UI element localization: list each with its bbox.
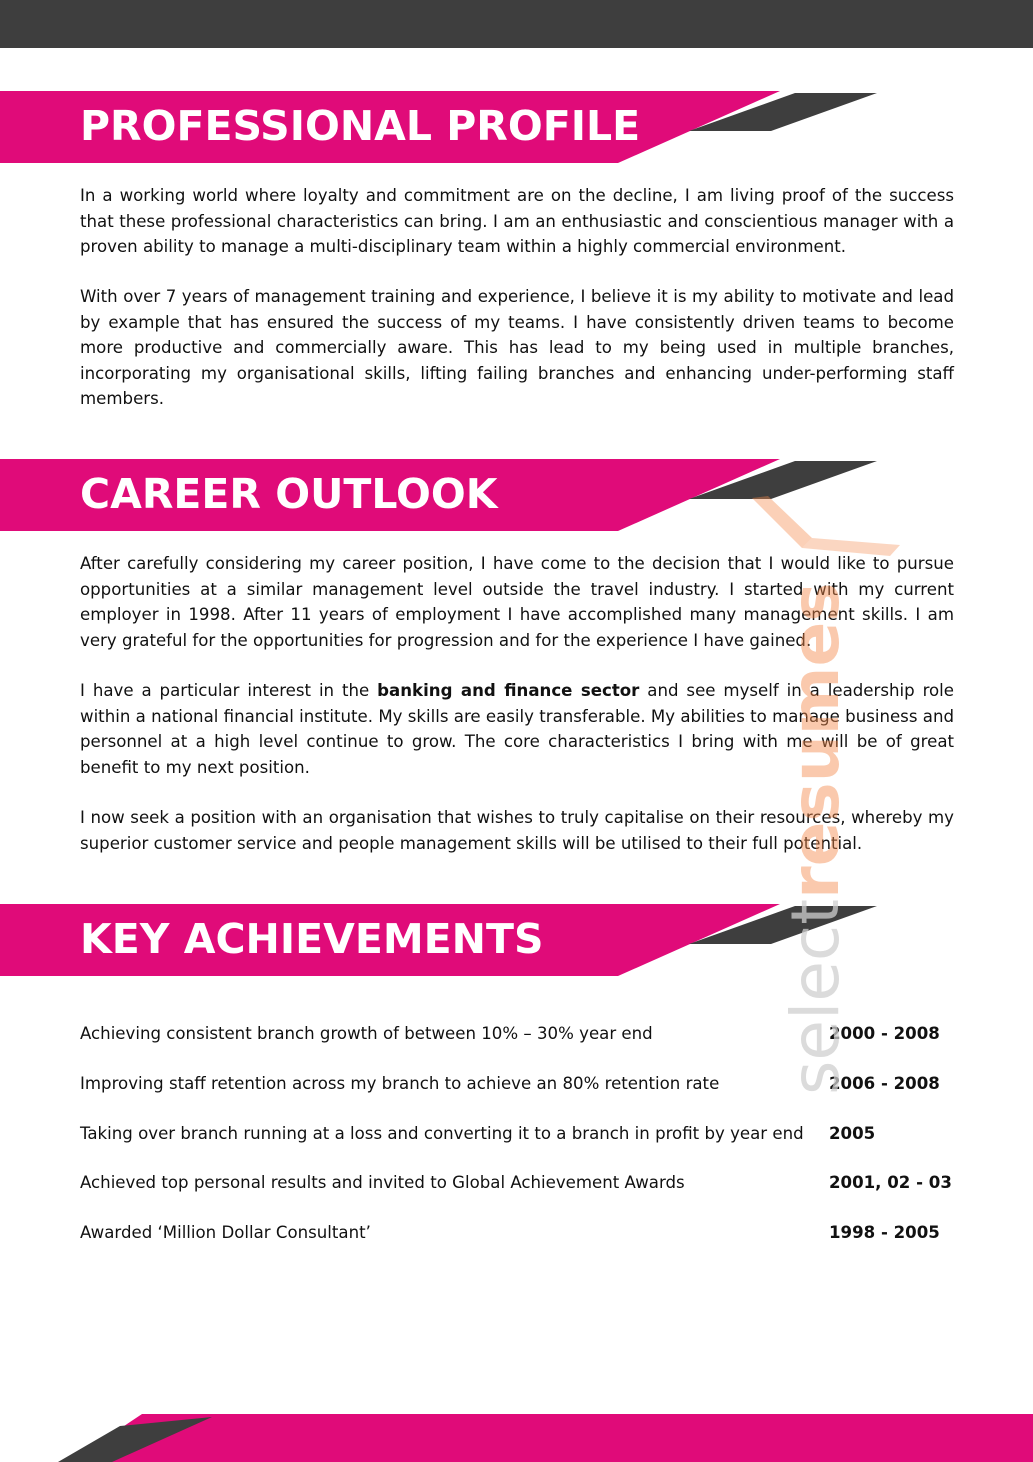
career-paragraph-2-bold: banking and finance sector xyxy=(377,681,640,700)
career-paragraph-2-end: and see myself in a leadership role within a national financial institute. My skills are easily transferable. My abilities to manage business and personnel at a high level continue to grow. The core characteristics I bring with me will be of great benefit to my next position. xyxy=(80,681,954,777)
achievement-text: Taking over branch running at a loss and converting it to a branch in profit by year end xyxy=(80,1124,804,1143)
achievement-year: 2006 - 2008 xyxy=(829,1074,940,1093)
professional-profile-banner xyxy=(0,91,1033,163)
career-outlook-banner xyxy=(0,459,1033,531)
achievement-year: 2001, 02 - 03 xyxy=(829,1173,952,1192)
achievement-text: Improving staff retention across my branch to achieve an 80% retention rate xyxy=(80,1074,720,1093)
career-paragraph-3: I now seek a position with an organisation that wishes to truly capitalise on their resources, whereby my superior customer service and people management skills will be utilised to their full potential. xyxy=(80,808,954,853)
achievement-year: 2000 - 2008 xyxy=(829,1024,940,1043)
career-paragraph-2-start: I have a particular interest in the xyxy=(80,681,378,700)
profile-paragraph-1: In a working world where loyalty and commitment are on the decline, I am living proof of the success that these professional characteristics can bring. I am an enthusiastic and conscientious manager with a proven ability to manage a multi-disciplinary team within a highly commercial environment. xyxy=(80,186,954,256)
career-outlook-heading: CAREER OUTLOOK xyxy=(80,470,498,518)
key-achievements-heading: KEY ACHIEVEMENTS xyxy=(80,915,544,963)
footer-decoration xyxy=(0,1414,1033,1462)
achievement-row xyxy=(80,1021,960,1046)
key-achievements-banner xyxy=(0,904,1033,976)
achievement-text: Achieving consistent branch growth of between 10% – 30% year end xyxy=(80,1024,653,1043)
career-paragraph-2 xyxy=(80,678,954,780)
career-paragraph-1: After carefully considering my career position, I have come to the decision that I would like to pursue opportunities at a similar management level outside the travel industry. I started with my current employer in 1998. After 11 years of employment I have accomplished many management skills. I am very grateful for the opportunities for progression and for the experience I have gained. xyxy=(80,554,954,650)
achievement-row xyxy=(80,1121,960,1146)
watermark-text-select: select xyxy=(777,898,854,1095)
watermark-text-resumes: resumes xyxy=(777,582,854,899)
achievement-text: Achieved top personal results and invited to Global Achievement Awards xyxy=(80,1173,685,1192)
top-header-bar xyxy=(0,0,1033,48)
profile-paragraph-2: With over 7 years of management training and experience, I believe it is my ability to motivate and lead by example that has ensured the success of my teams. I have consistently driven teams to become more productive and commercially aware. This has lead to my being used in multiple branches, incorporating my organisational skills, lifting failing branches and enhancing under-performing staff members. xyxy=(80,287,954,408)
achievement-row xyxy=(80,1220,960,1245)
achievement-year: 1998 - 2005 xyxy=(829,1223,940,1242)
professional-profile-heading: PROFESSIONAL PROFILE xyxy=(80,102,641,150)
achievement-row xyxy=(80,1071,960,1096)
achievement-row xyxy=(80,1170,960,1195)
achievement-text: Awarded ‘Million Dollar Consultant’ xyxy=(80,1223,371,1242)
achievement-year: 2005 xyxy=(829,1124,876,1143)
